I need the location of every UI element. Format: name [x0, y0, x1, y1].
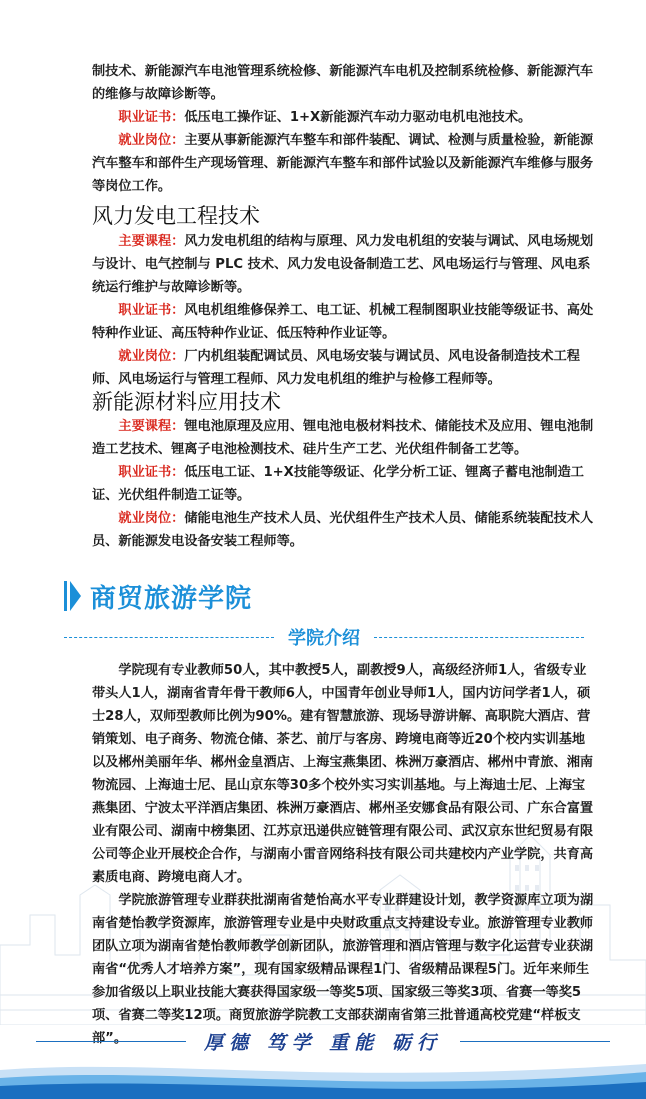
job-text: 主要从事新能源汽车整车和部件装配、调试、检测与质量检验，新能源汽车整车和部件生产现场管理、新能源汽车整车和部件试验以及新能源汽车维修与服务等岗位工作。 [92, 133, 594, 194]
major-new-energy-materials [92, 415, 598, 553]
cert-paragraph [92, 106, 598, 129]
motto-divider-left [36, 1041, 186, 1042]
college-title: 商贸旅游学院 [90, 583, 253, 614]
intro-heading: 学院介绍 [288, 628, 360, 649]
cert-paragraph [92, 299, 598, 345]
chevron-right-icon [64, 579, 82, 613]
course-paragraph [92, 415, 598, 461]
course-label: 主要课程： [118, 419, 185, 434]
cert-text: 低压电工操作证、1+X新能源汽车动力驱动电机电池技术。 [184, 110, 532, 125]
cert-text: 低压电工证、1+X技能等级证、化学分析工证、锂离子蓄电池制造工证、光伏组件制造工证等。 [92, 465, 584, 503]
cert-label: 职业证书： [118, 465, 185, 480]
job-text: 储能电池生产技术人员、光伏组件生产技术人员、储能系统装配技术人员、新能源发电设备安装工程师等。 [92, 511, 594, 549]
divider-right [374, 637, 584, 638]
cert-label: 职业证书： [118, 110, 185, 125]
footer-wave-decoration [0, 1056, 646, 1099]
job-text: 厂内机组装配调试员、风电场安装与调试员、风电设备制造技术工程师、风电场运行与管理工程师、风力发电机组的维护与检修工程师等。 [92, 349, 580, 387]
course-paragraph [92, 230, 598, 299]
intro-paragraph-2: 学院旅游管理专业群获批湖南省楚怡高水平专业群建设计划，教学资源库立项为湖南省楚怡教学资源库，旅游管理专业是中央财政重点支持建设专业。旅游管理专业教师团队立项为湖南省楚怡教师教学创新团队，旅游管理和酒店管理与数字化运营专业获湖南省“优秀人才培养方案”，现有国家级精品课程1门、省级精品课程5门。近年来师生参加省级以上职业技能大赛获得国家级一等奖5项、国家级三等奖3项、省赛一等奖5项、省赛二等奖12项。商贸旅游学院教工支部获湖南省第三批普通高校党建“样板支部”。 [92, 893, 594, 1046]
divider-left [64, 637, 274, 638]
major-title-new-energy-materials: 新能源材料应用技术 [92, 390, 281, 414]
college-header [64, 578, 252, 614]
top-continuation [92, 60, 598, 198]
motto-divider-right [460, 1041, 610, 1042]
job-paragraph [92, 129, 598, 198]
job-label: 就业岗位： [118, 133, 185, 148]
course-text: 锂电池原理及应用、锂电池电极材料技术、储能技术及应用、锂电池制造工艺技术、锂离子电池检测技术、硅片生产工艺、光伏组件制备工艺等。 [92, 419, 594, 457]
motto-row [0, 1026, 646, 1056]
job-label: 就业岗位： [118, 349, 185, 364]
cert-text: 风电机组维修保养工、电工证、机械工程制图职业技能等级证书、高处特种作业证、高压特种作业证、低压特种作业证等。 [92, 303, 594, 341]
course-text: 风力发电机组的结构与原理、风力发电机组的安装与调试、风电场规划与设计、电气控制与 PLC 技术、风力发电设备制造工艺、风电场运行与管理、风电系统运行维护与故障诊断等。 [92, 234, 594, 295]
cert-paragraph [92, 461, 598, 507]
cert-label: 职业证书： [118, 303, 185, 318]
school-motto: 厚德 笃学 重能 砺行 [204, 1031, 442, 1054]
intro-paragraph-1: 学院现有专业教师50人，其中教授5人，副教授9人，高级经济师1人，省级专业带头人1人，湖南省青年骨干教师6人，中国青年创业导师1人，国内访问学者1人，硕士28人，双师型教师比例为90%。建有智慧旅游、现场导游讲解、高职院大酒店、营销策划、电子商务、物流仓储、茶艺、前厅与客房、跨境电商等近20个校内实训基地以及郴州美丽年华、郴州金皇酒店、上海宝燕集团、株洲万豪酒店、郴州中青旅、湘南物流园、上海迪士尼、昆山京东等30多个校外实习实训基地。与上海迪士尼、上海宝燕集团、宁波太平洋酒店集团、株洲万豪酒店、郴州圣安娜食品有限公司、广东合富置业有限公司、湖南中榜集团、江苏京迅递供应链管理有限公司、武汉京东世纪贸易有限公司等企业开展校企合作，与湖南小雷音网络科技有限公司共建校内产业学院，共育高素质电商、跨境电商人才。 [92, 663, 594, 885]
major-wind-power [92, 230, 598, 391]
continuation-text: 制技术、新能源汽车电池管理系统检修、新能源汽车电机及控制系统检修、新能源汽车的维修与故障诊断等。 [92, 64, 594, 102]
job-paragraph [92, 507, 598, 553]
college-intro-body [92, 659, 598, 1050]
job-label: 就业岗位： [118, 511, 185, 526]
job-paragraph [92, 345, 598, 391]
major-title-wind-power: 风力发电工程技术 [92, 204, 260, 228]
course-label: 主要课程： [118, 234, 185, 249]
intro-heading-row [64, 624, 584, 650]
